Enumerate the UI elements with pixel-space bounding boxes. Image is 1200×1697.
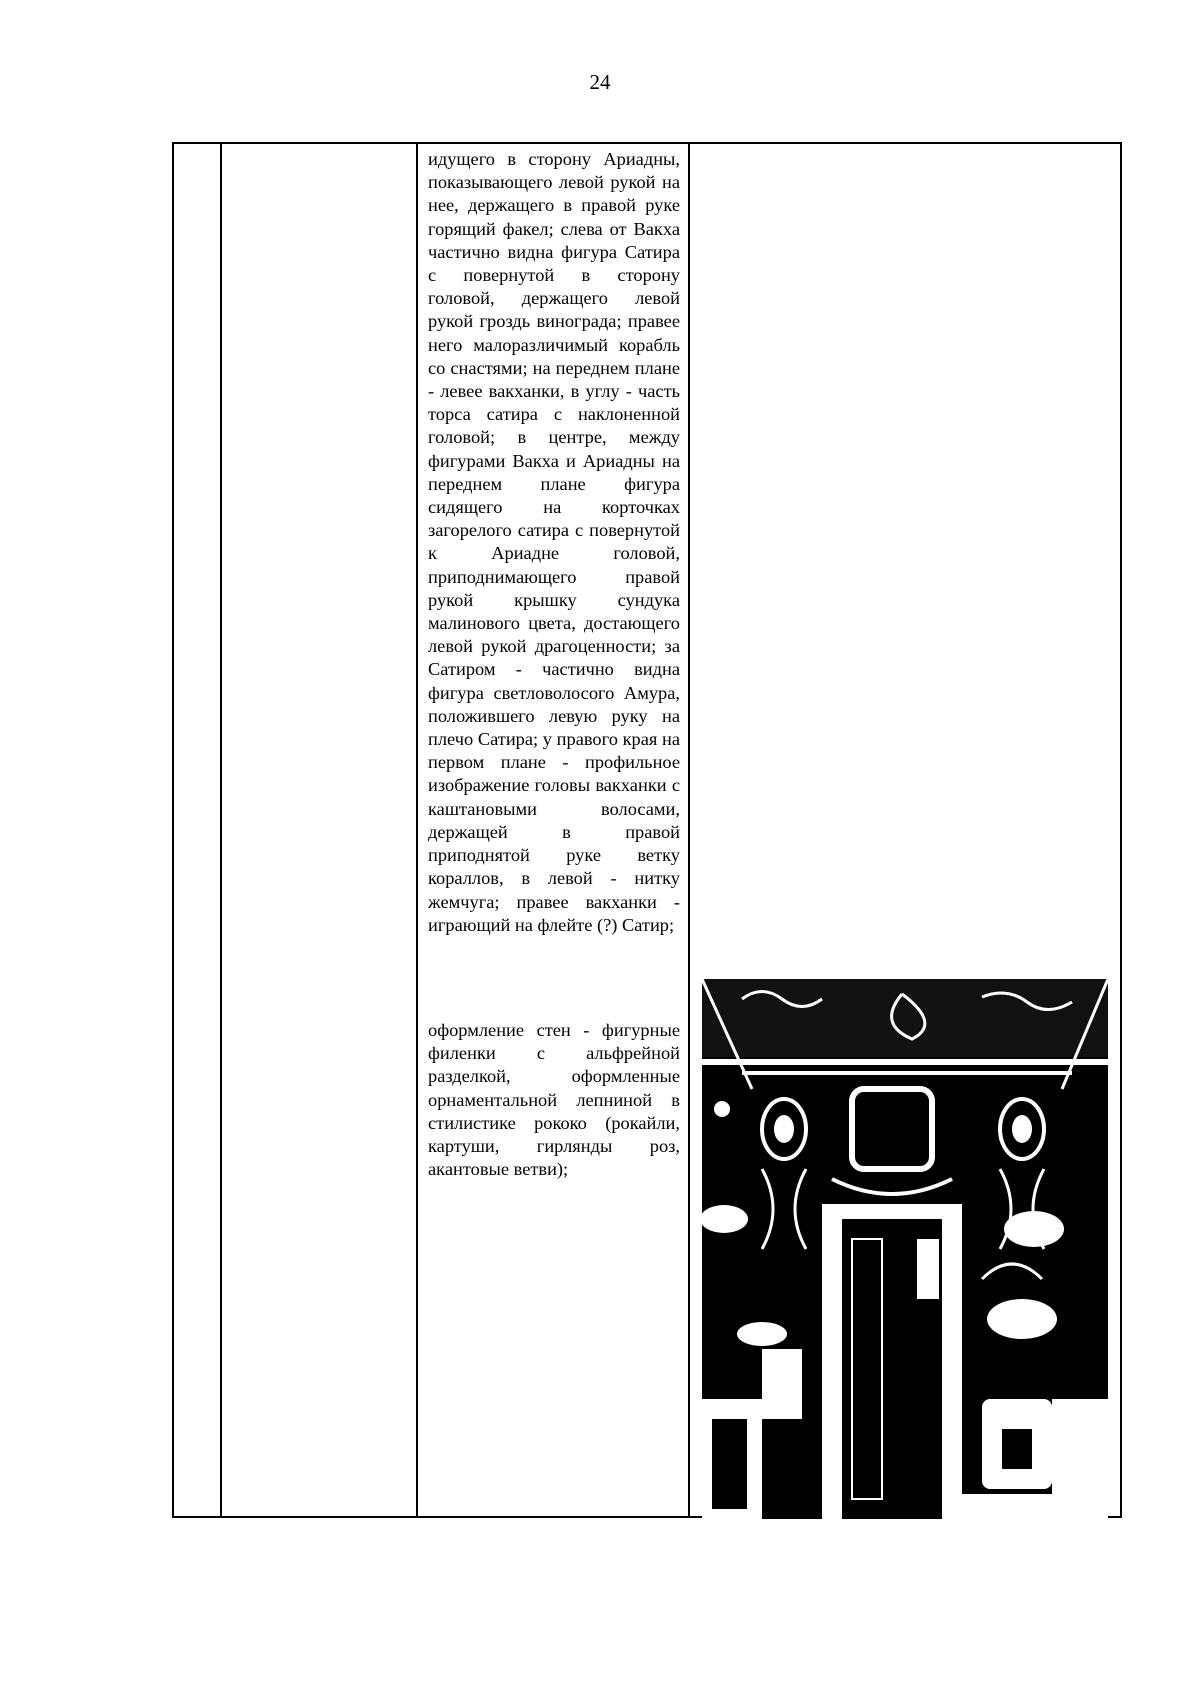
description-table <box>172 142 1122 1518</box>
description-text-1: идущего в сторону Ариадны, показывающего левой рукой на нее, держащего в правой руке горящий факел; слева от Вакха частично видна фигура Сатира с повернутой в сторону головой, держащего левой рукой гроздь винограда; правее него малоразличимый корабль со снастями; на переднем плане - левее вакханки, в углу - часть торса сатира с наклоненной головой; в центре, между фигурами Вакха и Ариадны на переднем плане фигура сидящего на корточках загорелого сатира с повернутой к Ариадне головой, приподнимающего правой рукой крышку сундука малинового цвета, достающего левой рукой драгоценности; за Сатиром - частично видна фигура светловолосого Амура, положившего левую руку на плечо Сатира; у правого края на первом плане - профильное изображение головы вакханки с каштановыми волосами, держащей в правой приподнятой руке ветку кораллов, в левой - нитку жемчуга; правее вакханки - играющий на флейте (?) Сатир; <box>428 149 680 935</box>
number-cell <box>173 143 221 1517</box>
interior-photo <box>702 979 1108 1519</box>
table-row <box>173 143 1121 1517</box>
name-cell <box>221 143 417 1517</box>
description-cell <box>417 143 689 1517</box>
photo-cell <box>689 143 1121 1517</box>
description-text-2: оформление стен - фигурные филенки с альфрейной разделкой, оформленные орнаментальной лепниной в стилистике рококо (рокайли, картуши, гирлянды роз, акантовые ветви); <box>428 1019 680 1180</box>
page-number: 24 <box>589 70 611 94</box>
